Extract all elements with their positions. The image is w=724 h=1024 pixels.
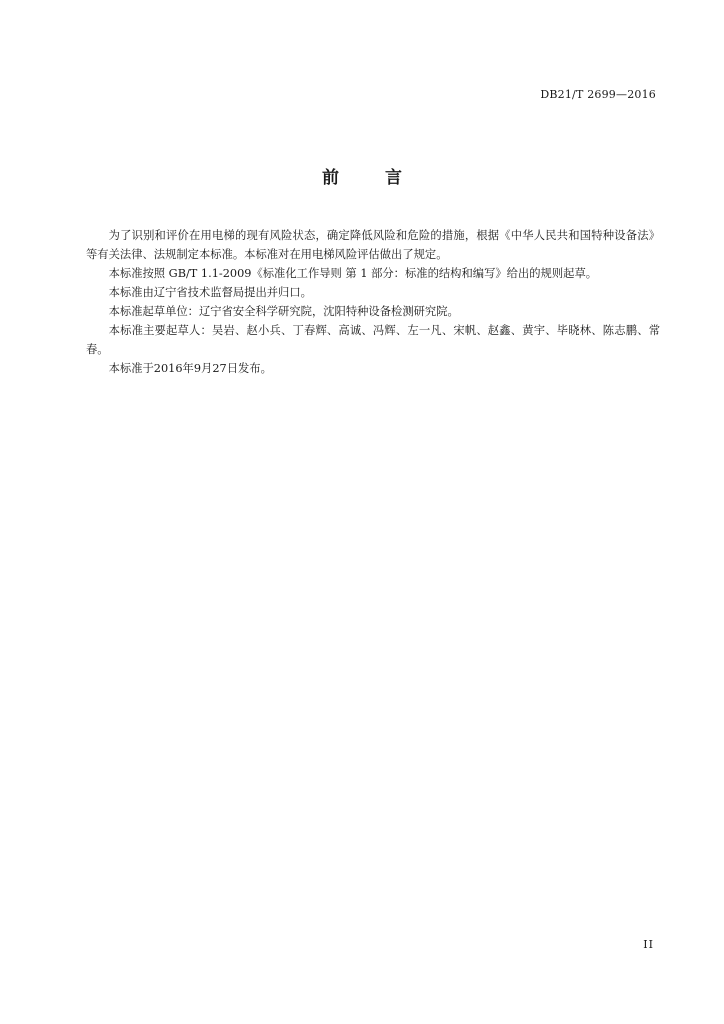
- paragraph-purpose: 为了识别和评价在用电梯的现有风险状态，确定降低风险和危险的措施，根据《中华人民共和国特种设备法》等有关法律、法规制定本标准。本标准对在用电梯风险评估做出了规定。: [86, 229, 660, 261]
- paragraph-proposer: 本标准由辽宁省技术监督局提出并归口。: [108, 286, 312, 299]
- paragraph-drafting-units: 本标准起草单位：辽宁省安全科学研究院，沈阳特种设备检测研究院。: [108, 305, 459, 318]
- page-title: 前 言: [322, 168, 422, 188]
- page-number: II: [643, 938, 654, 951]
- preface-body: [86, 226, 660, 378]
- document-code: DB21/T 2699—2016: [540, 88, 656, 101]
- paragraph-release-date: 本标准于2016年9月27日发布。: [108, 362, 272, 375]
- paragraph-drafting-rules: 本标准按照 GB/T 1.1-2009《标准化工作导则 第 1 部分：标准的结构和编写》给出的规则起草。: [108, 267, 598, 280]
- paragraph-drafters: 本标准主要起草人：吴岩、赵小兵、丁春辉、高诚、冯辉、左一凡、宋帆、赵鑫、黄宇、毕晓林、陈志鹏、常春。: [86, 324, 660, 356]
